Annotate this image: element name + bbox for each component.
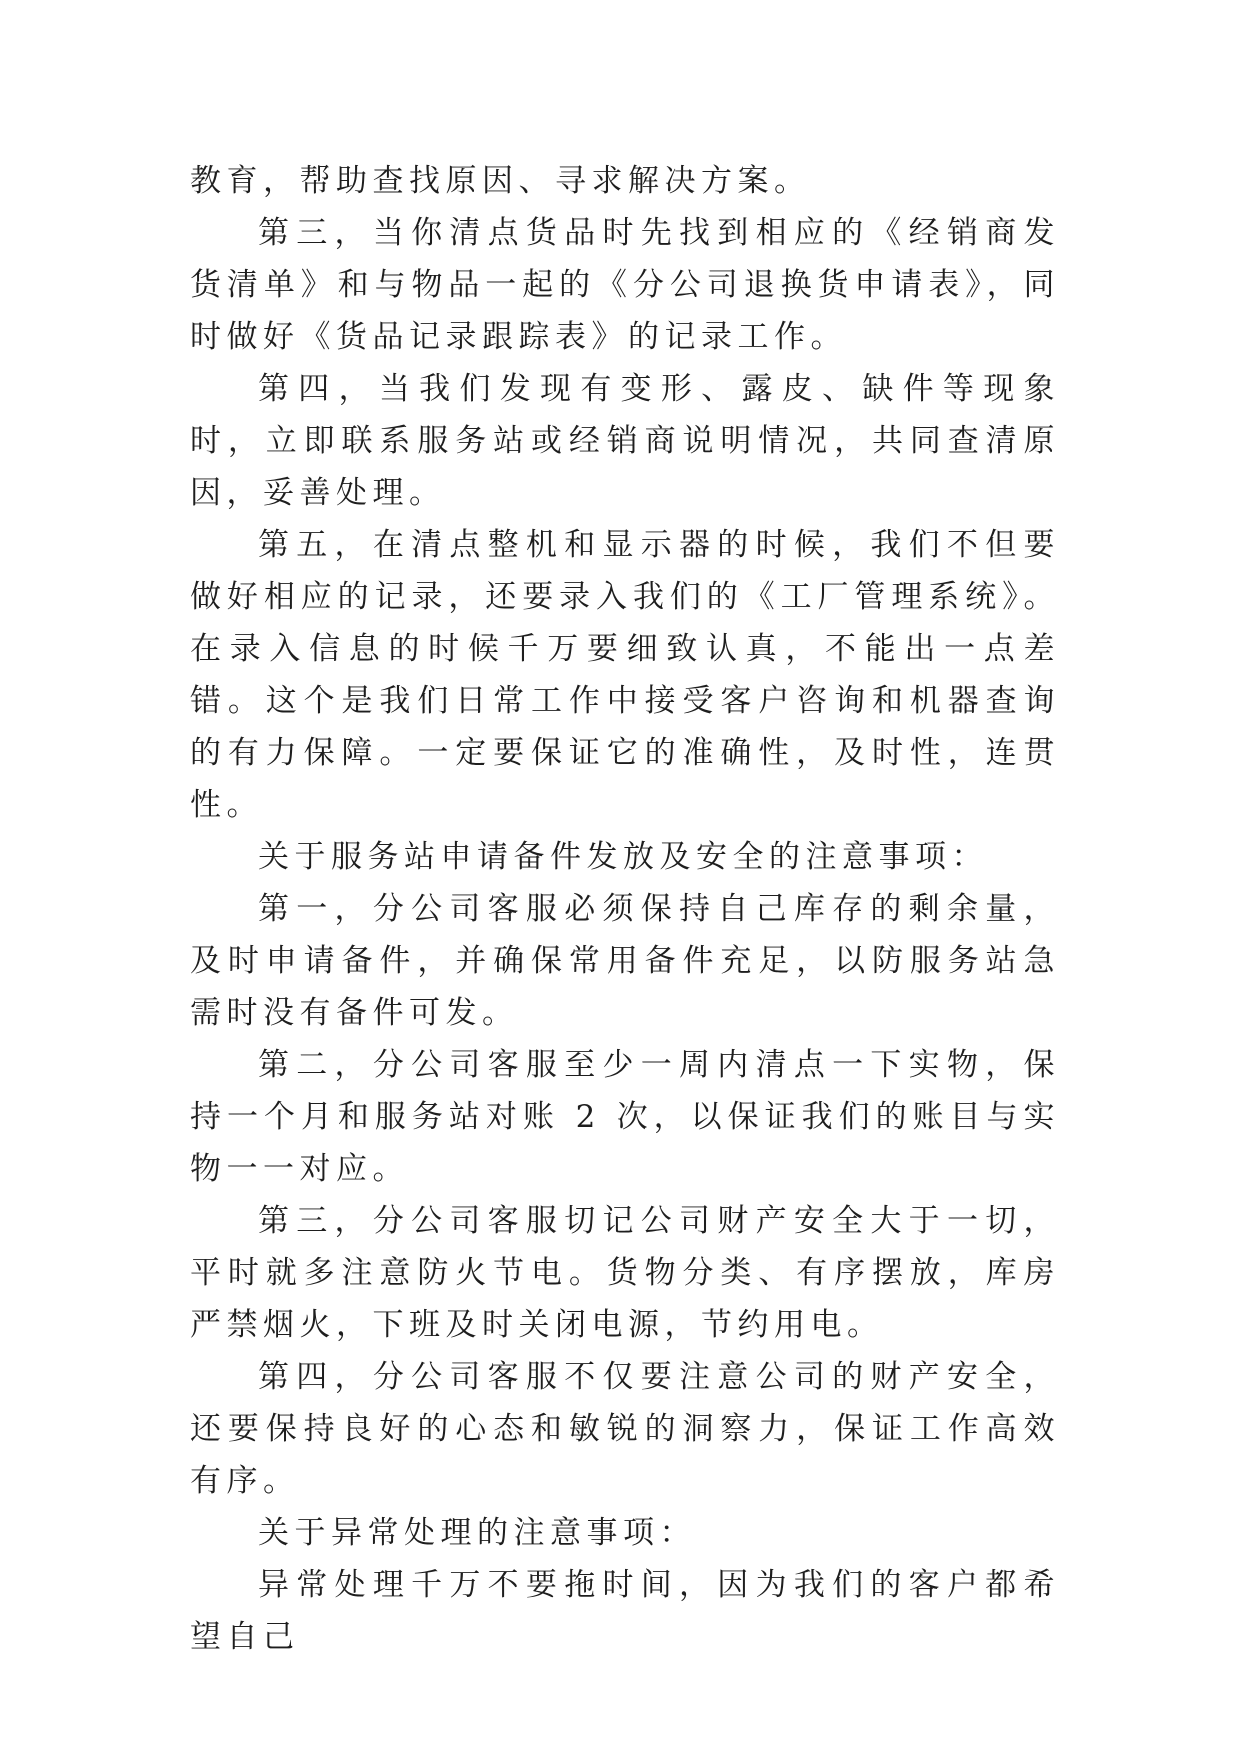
paragraph: 教育，帮助查找原因、寻求解决方案。	[190, 163, 811, 199]
section-heading: 关于异常处理的注意事项：	[258, 1515, 696, 1551]
paragraph: 第四，分公司客服不仅要注意公司的财产安全，还要保持良好的心态和敏锐的洞察力，保证工作高效有序。	[190, 1359, 1060, 1499]
paragraph: 第四，当我们发现有变形、露皮、缺件等现象时，立即联系服务站或经销商说明情况，共同查清原因，妥善处理。	[190, 371, 1060, 511]
paragraph: 第三，分公司客服切记公司财产安全大于一切，平时就多注意防火节电。货物分类、有序摆放，库房严禁烟火，下班及时关闭电源，节约用电。	[190, 1203, 1060, 1343]
paragraph: 异常处理千万不要拖时间，因为我们的客户都希望自己	[190, 1567, 1060, 1655]
paragraph: 第二，分公司客服至少一周内清点一下实物，保持一个月和服务站对账 2 次，以保证我们的账目与实物一一对应。	[190, 1047, 1060, 1187]
paragraph: 第三，当你清点货品时先找到相应的《经销商发货清单》和与物品一起的《分公司退换货申请表》，同时做好《货品记录跟踪表》的记录工作。	[190, 215, 1060, 355]
section-heading: 关于服务站申请备件发放及安全的注意事项：	[258, 839, 988, 875]
paragraph: 第一，分公司客服必须保持自己库存的剩余量，及时申请备件，并确保常用备件充足，以防服务站急需时没有备件可发。	[190, 891, 1060, 1031]
paragraph: 第五，在清点整机和显示器的时候，我们不但要做好相应的记录，还要录入我们的《工厂管理系统》。在录入信息的时候千万要细致认真，不能出一点差错。这个是我们日常工作中接受客户咨询和机器查询的有力保障。一定要保证它的准确性，及时性，连贯性。	[190, 527, 1060, 823]
document-body	[190, 155, 1060, 1663]
